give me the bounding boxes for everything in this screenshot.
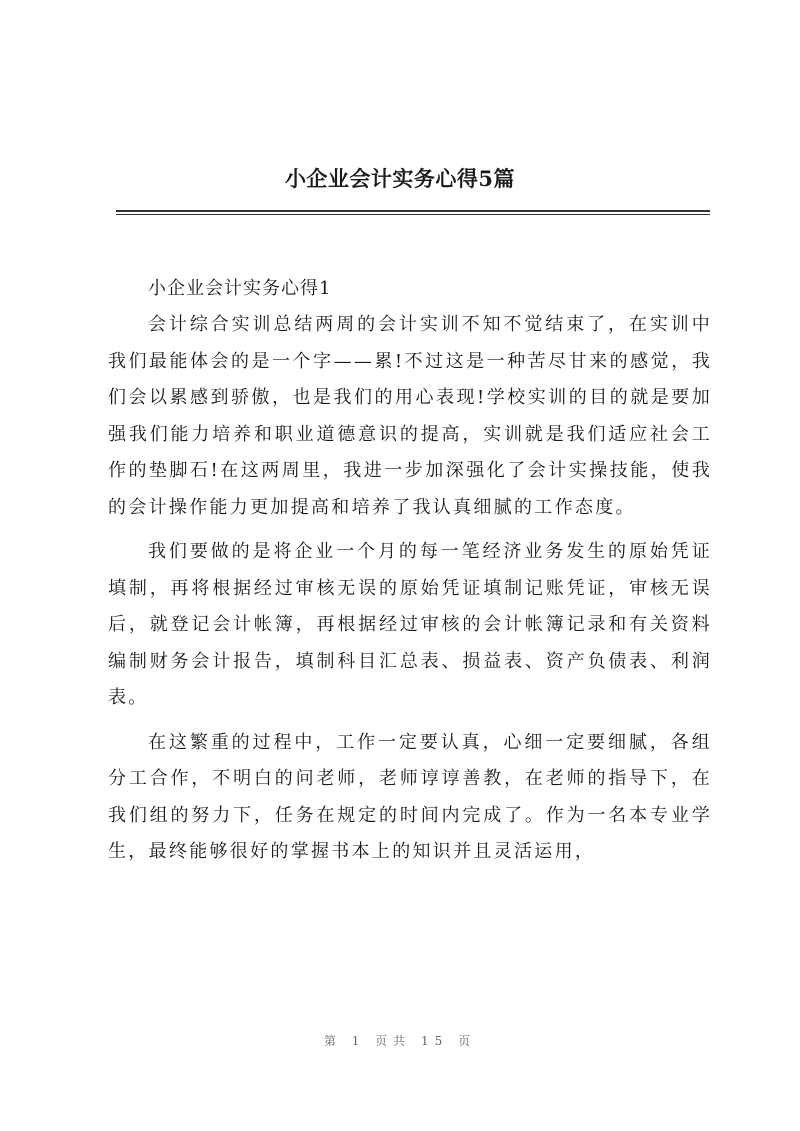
body-paragraph-3: 在这繁重的过程中，工作一定要认真，心细一定要细腻，各组分工合作，不明白的问老师，老师谆谆善教，在老师的指导下，在我们组的努力下，任务在规定的时间内完成了。作为一名本专业学生，最终能够很好的掌握书本上的知识并且灵活运用， bbox=[108, 731, 712, 862]
body-paragraph-1: 会计综合实训总结两周的会计实训不知不觉结束了，在实训中我们最能体会的是一个字——累!不过这是一种苦尽甘来的感觉，我们会以累感到骄傲，也是我们的用心表现!学校实训的目的就是要加强我们能力培养和职业道德意识的提高，实训就是我们适应社会工作的垫脚石!在这两周里，我进一步加深强化了会计实操技能，使我的会计操作能力更加提高和培养了我认真细腻的工作态度。 bbox=[108, 314, 712, 518]
document-body bbox=[108, 270, 712, 879]
body-paragraph-2: 我们要做的是将企业一个月的每一笔经济业务发生的原始凭证填制，再将根据经过审核无误的原始凭证填制记账凭证，审核无误后，就登记会计帐簿，再根据经过审核的会计帐簿记录和有关资料编制财务会计报告，填制科目汇总表、损益表、资产负债表、利润表。 bbox=[108, 541, 712, 708]
page-number-footer: 第 1 页共 15 页 bbox=[323, 1034, 477, 1048]
page-title: 小企业会计实务心得5篇 bbox=[284, 166, 516, 191]
section-heading: 小企业会计实务心得1 bbox=[148, 278, 332, 299]
title-divider bbox=[116, 210, 710, 215]
